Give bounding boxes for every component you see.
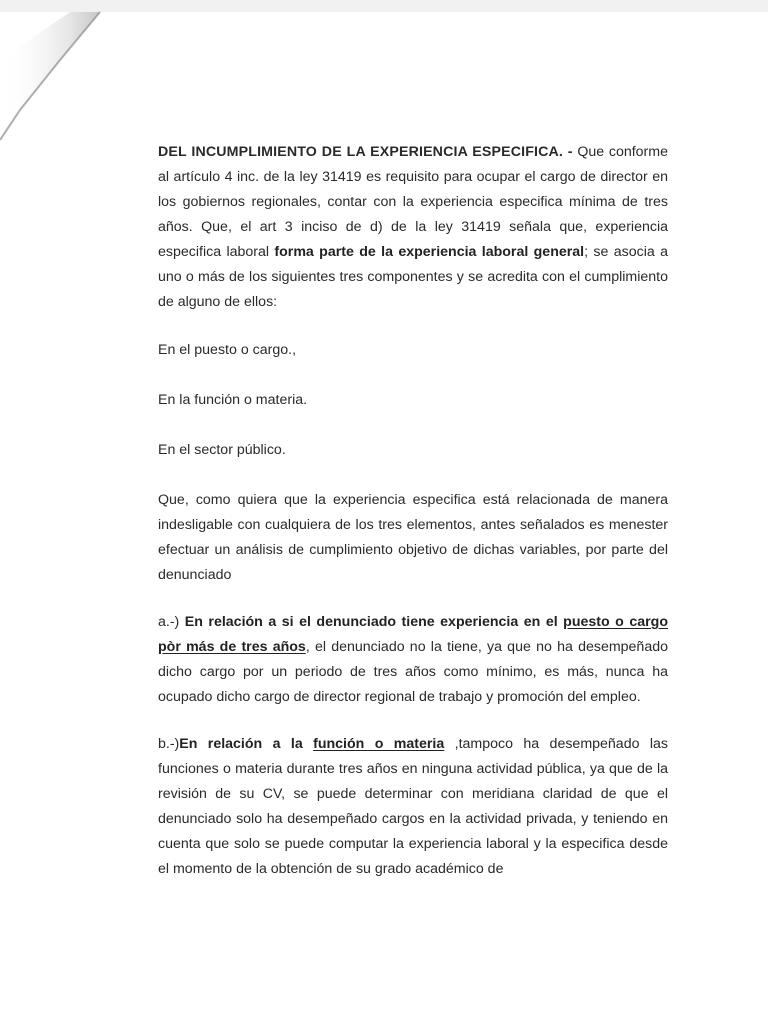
section-heading: DEL INCUMPLIMIENTO DE LA EXPERIENCIA ESPECIFICA. -	[158, 144, 573, 160]
paragraph-analysis: Que, como quiera que la experiencia especifica está relacionada de manera indesligable con cualquiera de los tres elementos, antes señalados es menester efectuar un análisis de cumplimiento objetivo de dichas variables, por parte del denunciado	[158, 492, 668, 583]
list-item: En el sector público.	[158, 442, 286, 458]
bold-phrase: forma parte de la experiencia laboral general	[274, 244, 585, 260]
underlined-phrase: puesto o cargo pòr más de tres años	[158, 614, 668, 655]
scan-top-band	[0, 0, 768, 12]
paragraph-intro: DEL INCUMPLIMIENTO DE LA EXPERIENCIA ESPECIFICA. - Que conforme al artículo 4 inc. de la ley 31419 es requisito para ocupar el cargo de director en los gobiernos regionales, contar con la experiencia especifica mínima de tres años. Que, el art 3 inciso de d) de la ley 31419 señala que, experiencia especifica laboral forma parte de la experiencia laboral general; se asocia a uno o más de los siguientes tres componentes y se acredita con el cumplimiento de alguno de ellos:	[158, 144, 669, 310]
paragraph-point-b: b.-)En relación a la función o materia ,tampoco ha desempeñado las funciones o materia durante tres años en ninguna actividad pública, ya que de la revisión de su CV, se puede determinar con meridiana claridad de que el denunciado solo ha desempeñado cargos en la actividad privada, y teniendo en cuenta que solo se puede computar la experiencia laboral y la especifica desde el momento de la obtención de su grado académico de	[158, 736, 669, 877]
list-item: En el puesto o cargo.,	[158, 342, 297, 358]
page-corner-fold-mark	[0, 0, 110, 150]
document-body	[158, 140, 668, 882]
paragraph-point-a: a.-) En relación a si el denunciado tiene experiencia en el puesto o cargo pòr más de tres años, el denunciado no la tiene, ya que no ha desempeñado dicho cargo por un periodo de tres años como mínimo, es más, nunca ha ocupado dicho cargo de director regional de trabajo y promoción del empleo.	[158, 614, 668, 705]
underlined-phrase: función o materia	[313, 736, 445, 752]
list-item: En la función o materia.	[158, 392, 308, 408]
